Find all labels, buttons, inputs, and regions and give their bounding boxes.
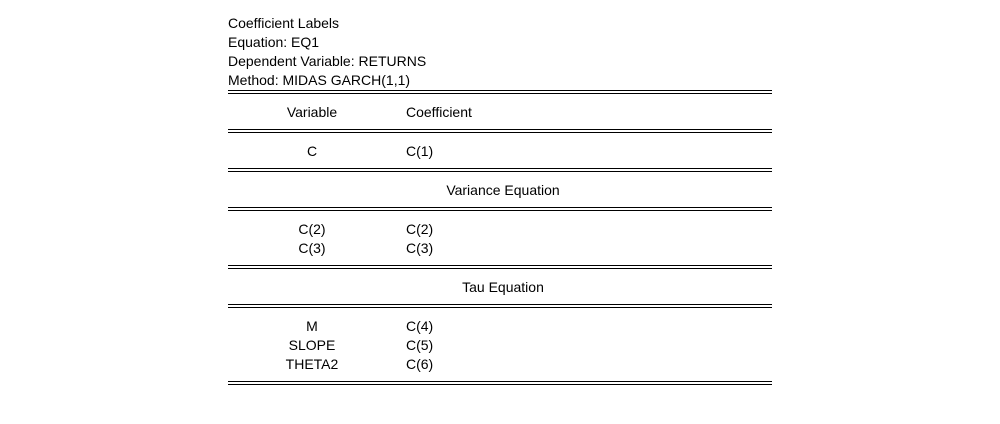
table-row xyxy=(228,239,772,258)
column-header-variable: Variable xyxy=(286,104,338,120)
table-bottom-rule xyxy=(228,381,772,385)
coefficient-cell: C(4) xyxy=(406,318,434,334)
variable-cell: M xyxy=(306,318,318,334)
method-label: Method: MIDAS GARCH(1,1) xyxy=(228,72,411,88)
coefficient-cell: C(2) xyxy=(406,221,434,237)
tau-equation-title: Tau Equation xyxy=(462,279,544,295)
coefficient-cell: C(6) xyxy=(406,356,434,372)
variable-cell: C(3) xyxy=(298,240,326,256)
table-row xyxy=(228,355,772,374)
column-header-row xyxy=(228,103,772,122)
table-row xyxy=(228,220,772,239)
column-header-coefficient: Coefficient xyxy=(406,104,472,120)
coefficient-cell: C(1) xyxy=(406,143,434,159)
variable-cell: SLOPE xyxy=(288,337,336,353)
table-row xyxy=(228,317,772,336)
dependent-variable-label: Dependent Variable: RETURNS xyxy=(228,53,427,69)
coefficient-labels-output xyxy=(228,14,772,385)
variable-cell: C xyxy=(306,143,318,159)
equation-label: Equation: EQ1 xyxy=(228,34,320,50)
output-title: Coefficient Labels xyxy=(228,15,340,31)
variable-cell: C(2) xyxy=(298,221,326,237)
table-row xyxy=(228,142,772,161)
coefficient-cell: C(5) xyxy=(406,337,434,353)
variance-equation-title: Variance Equation xyxy=(446,182,560,198)
table-row xyxy=(228,336,772,355)
coefficient-cell: C(3) xyxy=(406,240,434,256)
variable-cell: THETA2 xyxy=(285,356,339,372)
